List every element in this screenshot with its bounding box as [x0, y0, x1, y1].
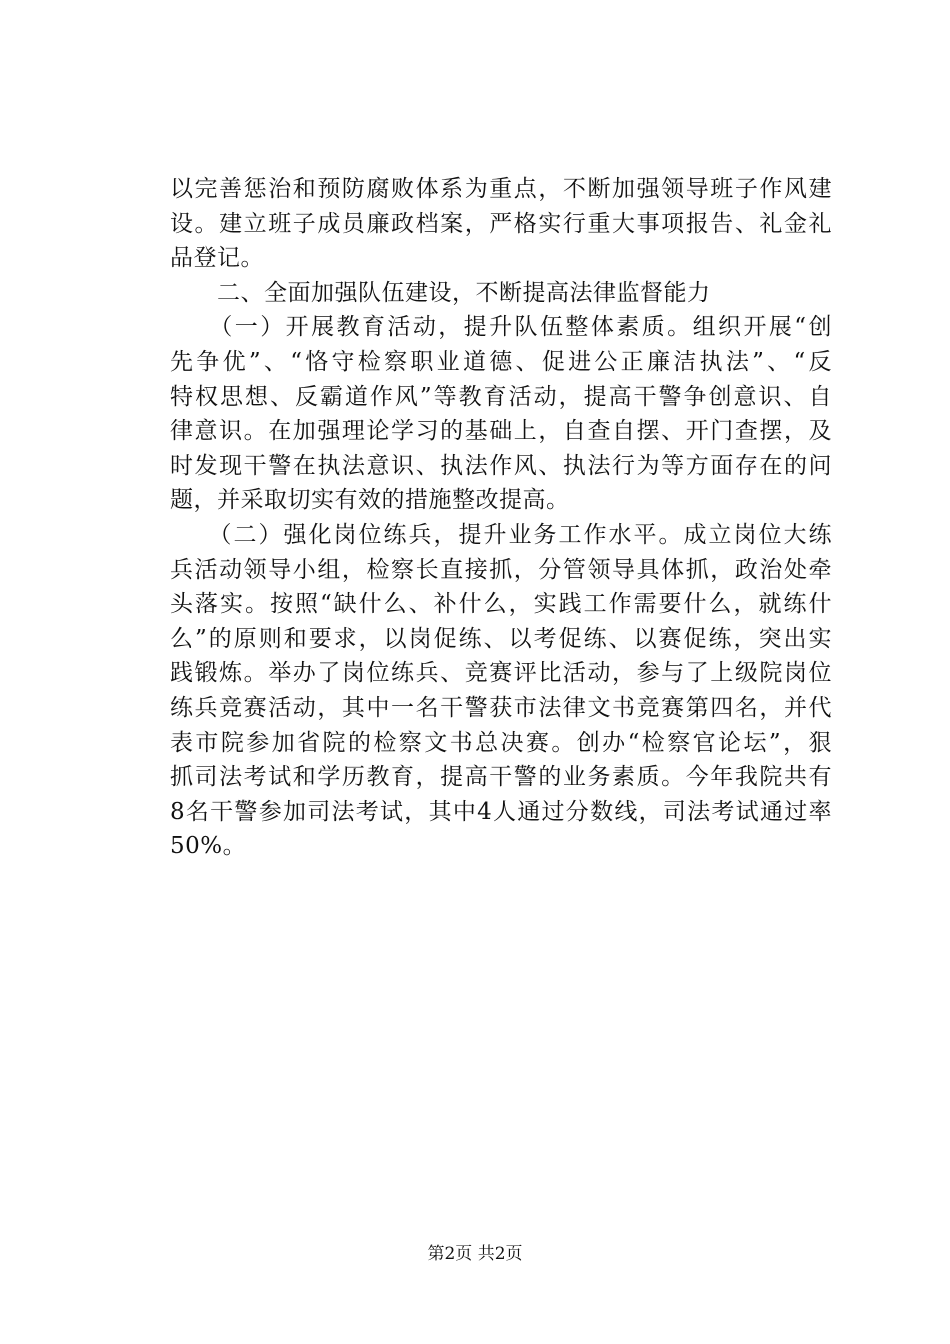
text-line: 题，并采取切实有效的措施整改提高。 — [170, 487, 570, 514]
text-line: 设。建立班子成员廉政档案，严格实行重大事项报告、礼金礼 — [170, 210, 832, 237]
text-line: 8名干警参加司法考试，其中4人通过分数线，司法考试通过率 — [170, 798, 832, 825]
text-line: 表市院参加省院的检察文书总决赛。创办“检察官论坛”，狠 — [170, 729, 832, 756]
text-line: （二）强化岗位练兵，提升业务工作水平。成立岗位大练 — [170, 521, 832, 548]
document-body — [170, 172, 832, 864]
text-line: 特权思想、反霸道作风”等教育活动，提高干警争创意识、自 — [170, 383, 832, 410]
section-heading: 二、全面加强队伍建设，不断提高法律监督能力 — [170, 279, 711, 306]
text-line: 践锻炼。举办了岗位练兵、竞赛评比活动，参与了上级院岗位 — [170, 660, 832, 687]
text-line: （一）开展教育活动，提升队伍整体素质。组织开展“创 — [170, 314, 832, 341]
text-line: 么”的原则和要求，以岗促练、以考促练、以赛促练，突出实 — [170, 625, 832, 652]
text-line: 练兵竞赛活动，其中一名干警获市法律文书竞赛第四名，并代 — [170, 694, 832, 721]
text-line: 时发现干警在执法意识、执法作风、执法行为等方面存在的问 — [170, 452, 832, 479]
text-line: 以完善惩治和预防腐败体系为重点，不断加强领导班子作风建 — [170, 176, 832, 202]
text-line: 先争优”、“恪守检察职业道德、促进公正廉洁执法”、“反 — [170, 348, 832, 375]
text-line: 兵活动领导小组，检察长直接抓，分管领导具体抓，政治处牵 — [170, 556, 832, 583]
text-line: 头落实。按照“缺什么、补什么，实践工作需要什么，就练什 — [170, 591, 832, 618]
page-footer: 第2页 共2页 — [427, 1244, 523, 1264]
text-line: 律意识。在加强理论学习的基础上，自查自摆、开门查摆，及 — [170, 418, 832, 445]
text-line: 50%。 — [170, 833, 247, 860]
text-line: 抓司法考试和学历教育，提高干警的业务素质。今年我院共有 — [170, 764, 832, 791]
text-line: 品登记。 — [170, 245, 264, 272]
